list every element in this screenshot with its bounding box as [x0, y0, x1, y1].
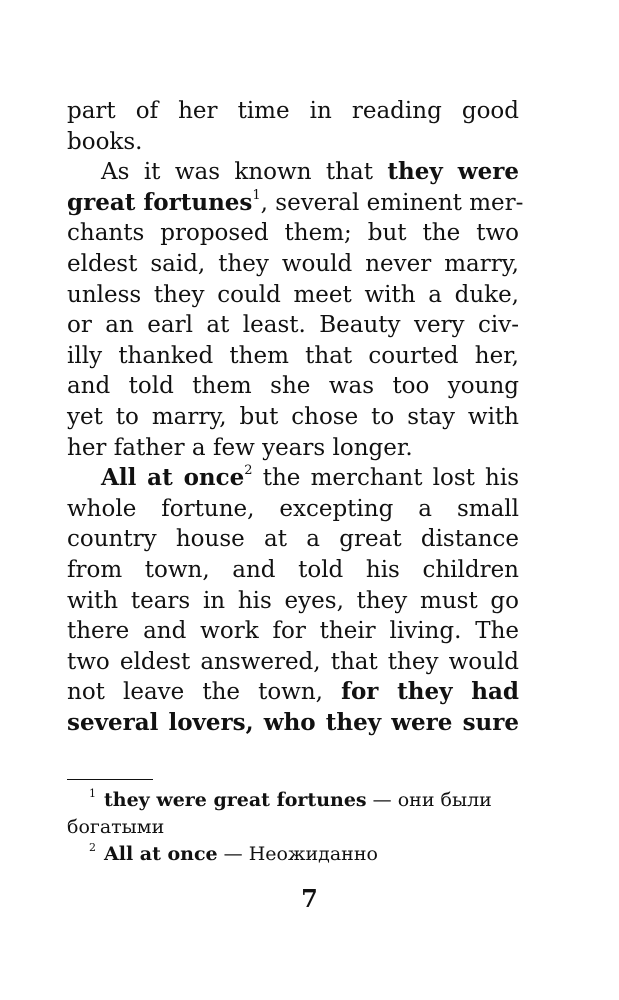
text-segment: unless they could meet with a duke,: [67, 281, 519, 308]
bold-phrase: for they had: [341, 678, 520, 706]
footnote-marker: 1: [89, 786, 96, 800]
text-segment: and told them she was too young: [67, 373, 519, 400]
text-line: [67, 524, 519, 555]
text-line: [67, 249, 519, 280]
text-segment: two eldest answered, that they would: [67, 648, 519, 675]
text-line: [67, 96, 519, 127]
text-line: [67, 586, 519, 617]
bold-phrase: several lovers, who they were sure: [67, 708, 519, 736]
text-segment: As it was known that: [101, 159, 388, 186]
text-segment: illy thanked them that courted her,: [67, 342, 519, 369]
footnote-dash: —: [366, 789, 398, 811]
text-segment: from town, and told his children: [67, 556, 519, 583]
text-line: [67, 188, 524, 219]
footnote-translation: они были: [397, 789, 492, 811]
text-segment: chants proposed them; but the two: [67, 220, 519, 247]
bold-phrase: great fortunes: [67, 188, 253, 216]
text-line: [67, 310, 519, 341]
text-line: [67, 157, 519, 188]
text-line: [67, 402, 519, 433]
text-line: [67, 218, 519, 249]
footnote-1-continuation: [67, 814, 537, 841]
text-segment: yet to marry, but chose to stay with: [67, 403, 519, 430]
text-segment: , several eminent mer-: [260, 189, 524, 216]
text-segment: with tears in his eyes, they must go: [67, 587, 519, 614]
text-segment: eldest said, they would never marry,: [67, 250, 519, 277]
text-segment: whole fortune, excepting a small: [67, 495, 519, 522]
footnote-translation: богатыми: [67, 816, 165, 838]
text-segment: the merchant lost his: [252, 465, 519, 492]
bold-phrase: All at once: [101, 464, 245, 492]
text-line: [67, 371, 519, 402]
text-line: [67, 463, 519, 494]
text-line: [67, 433, 519, 464]
text-segment: or an earl at least. Beauty very civ-: [67, 312, 519, 339]
text-line: [67, 280, 519, 311]
footnote-term: they were great fortunes: [104, 789, 367, 811]
text-segment: not leave the town,: [67, 679, 342, 706]
footnote-2: [67, 841, 537, 868]
text-line: [67, 494, 519, 525]
footnote-1: [67, 787, 537, 814]
text-line: [67, 708, 519, 739]
footnote-dash: —: [217, 843, 249, 865]
footnotes: [67, 787, 537, 868]
text-segment: books.: [67, 128, 143, 155]
footnote-reference: 1: [252, 188, 261, 204]
text-segment: country house at a great distance: [67, 526, 519, 553]
text-line: [67, 677, 519, 708]
page-number: 7: [301, 884, 318, 913]
bold-phrase: they were: [387, 158, 519, 186]
text-segment: part of her time in reading good: [67, 98, 519, 124]
text-segment: there and work for their living. The: [67, 618, 519, 645]
text-line: [67, 341, 519, 372]
footnote-term: All at once: [104, 843, 218, 865]
footnote-translation: Неожиданно: [248, 843, 378, 865]
footnote-marker: 2: [89, 840, 96, 854]
text-line: [67, 616, 519, 647]
text-line: [67, 647, 519, 678]
footnote-separator: [67, 779, 153, 780]
text-line: [67, 127, 519, 158]
body-text: [67, 96, 524, 738]
footnote-reference: 2: [244, 463, 253, 479]
text-line: [67, 555, 519, 586]
text-segment: her father a few years longer.: [67, 434, 413, 461]
